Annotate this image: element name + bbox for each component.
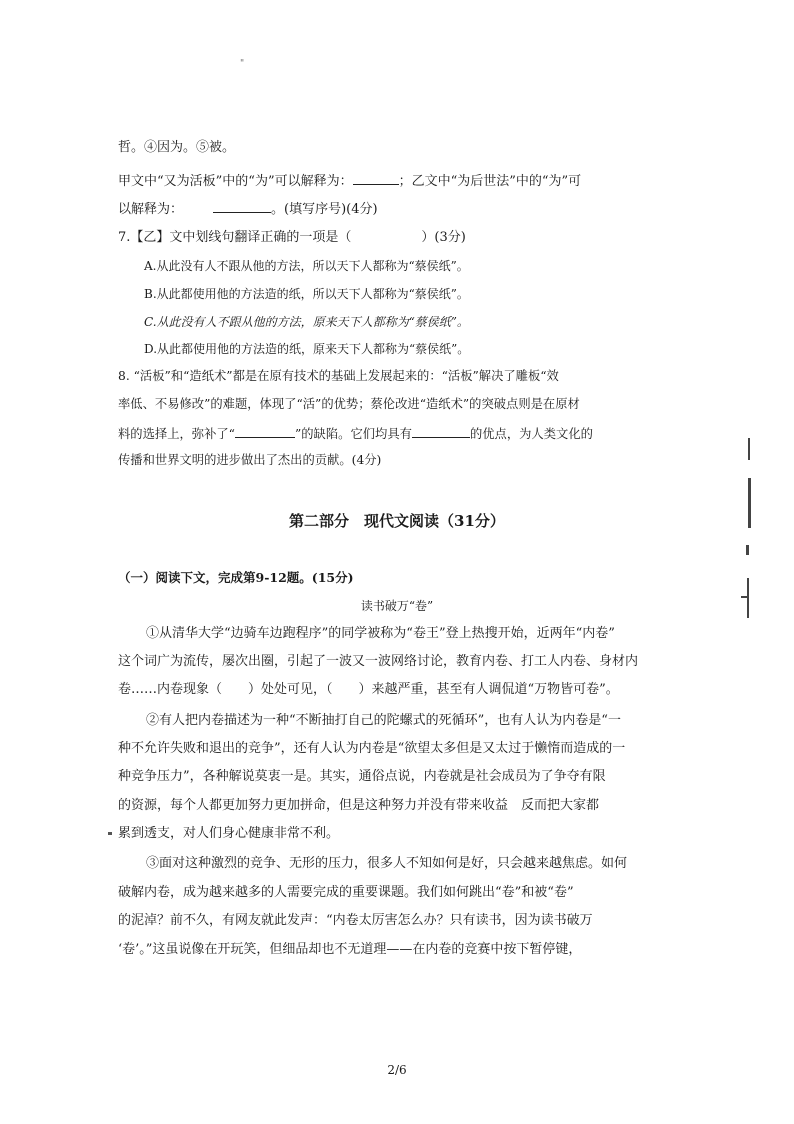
paragraph-line: ②有人把内卷描述为一种“不断抽打自己的陀螺式的死循环”，也有人认为内卷是“一: [146, 713, 621, 728]
q7-option-a: A.从此没有人不跟从他的方法，所以天下人都称为“蔡侯纸”。: [144, 259, 469, 273]
question-6-line-1: [118, 170, 581, 192]
question-6-line-2: [118, 198, 378, 220]
paragraph-line: 破解内卷，成为越来越多的人需要完成的重要课题。我们如何跳出“卷”和被“卷”: [118, 885, 574, 900]
q7-option-b: B.从此都使用他的方法造的纸，所以天下人都称为“蔡侯纸”。: [144, 287, 469, 301]
q8-text-b: ”的缺陷。它们均具有: [294, 427, 412, 441]
paragraph-line: 卷……内卷现象（ ）处处可见，（ ）来越严重，甚至有人调侃道“万物皆可卷”。: [118, 682, 619, 697]
q8-text-a: 料的选择上，弥补了“: [118, 427, 235, 441]
q6-text-a: 甲文中“又为活板”中的“为”可以解释为：: [118, 174, 353, 189]
question-8-line-4: 传播和世界文明的进步做出了杰出的贡献。(4分): [118, 453, 382, 467]
scan-edge-mark: [108, 832, 112, 835]
page-number: 2/6: [387, 1063, 407, 1077]
paragraph-line: 的泥淖？前不久，有网友就此发声：“内卷太厉害怎么办？只有读书，因为读书破万: [118, 913, 593, 928]
question-8-line-2: 率低、不易修改”的难题，体现了“活”的优势；蔡伦改进“造纸术”的突破点则是在原材: [118, 397, 580, 411]
article-title: 读书破万“卷”: [360, 599, 434, 613]
q8-blank-1[interactable]: [235, 423, 295, 438]
q7-stem-a: 7.【乙】文中划线句翻译正确的一项是（: [118, 230, 352, 245]
q7-option-c: C.从此没有人不跟从他的方法，原来天下人都称为“蔡侯纸”。: [144, 315, 469, 329]
paragraph-line: 累到透支，对人们身心健康非常不利。: [118, 826, 340, 841]
header-mark: ": [240, 59, 245, 69]
q6-blank-2[interactable]: [213, 198, 271, 213]
question-8-line-3: [118, 423, 593, 444]
paragraph-line: 这个词广为流传，屡次出圈，引起了一波又一波网络讨论，教育内卷、打工人内卷、身材内: [118, 654, 639, 669]
paragraph-line: 的资源，每个人都更加努力更加拼命，但是这种努力并没有带来收益 反而把大家都: [118, 798, 600, 813]
paragraph-line: ③面对这种激烈的竞争、无形的压力，很多人不知如何是好，只会越来越焦虑。如何: [146, 856, 628, 871]
q8-blank-2[interactable]: [412, 423, 470, 438]
question-8-line-1: 8. “活板”和“造纸术”都是在原有技术的基础上发展起来的：“活板”解决了雕板“效: [118, 369, 559, 383]
q6-text-c: 以解释为：: [118, 202, 184, 217]
q5-tail-line: 哲。④因为。⑤被。: [118, 140, 236, 155]
part-2-heading: 第二部分 现代文阅读（31分）: [289, 512, 505, 530]
scan-edge-mark: [746, 545, 749, 555]
paragraph-line: ①从清华大学“边骑车边跑程序”的同学被称为“卷王”登上热搜开始，近两年“内卷”: [146, 626, 615, 641]
q8-text-c: 的优点，为人类文化的: [469, 427, 593, 441]
paragraph-line: ‘卷’。”这虽说像在开玩笑，但细品却也不无道理——在内卷的竞赛中按下暂停键，: [118, 942, 582, 957]
paragraph-line: 种不允许失败和退出的竞争”，还有人认为内卷是“欲望太多但是又太过于懒惰而造成的一: [118, 741, 626, 756]
q6-text-d: 。(填写序号)(4分): [271, 202, 378, 217]
question-7-stem: [118, 228, 466, 248]
q6-blank-1[interactable]: [353, 170, 399, 185]
q7-stem-b: ）(3分): [421, 230, 466, 245]
scan-edge-mark: [747, 578, 749, 618]
section-heading: （一）阅读下文，完成第9-12题。(15分): [118, 570, 354, 585]
scan-edge-mark: [748, 478, 751, 528]
scan-edge-mark: [748, 438, 750, 460]
paragraph-line: 种竞争压力”，各种解说莫衷一是。其实，通俗点说，内卷就是社会成员为了争夺有限: [118, 769, 606, 784]
q7-option-d: D.从此都使用他的方法造的纸，原来天下人都称为“蔡侯纸”。: [144, 342, 470, 356]
q6-text-b: ；乙文中“为后世法”中的“为”可: [398, 174, 582, 189]
